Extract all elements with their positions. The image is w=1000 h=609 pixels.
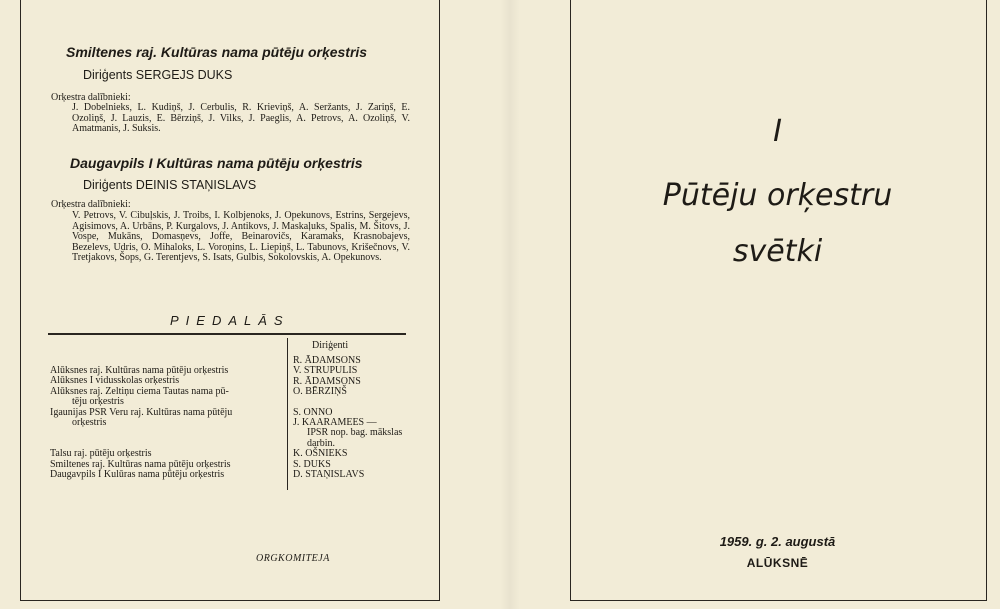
conductors-header: Diriģenti bbox=[312, 340, 349, 351]
orchestra2-title: Daugavpils I Kultūras nama pūtēju orķestris bbox=[70, 155, 363, 171]
participant-item: Daugavpils I Kulūras nama pūtēju orķestris bbox=[50, 469, 225, 481]
participants-list bbox=[50, 366, 232, 481]
left-page-frame bbox=[20, 0, 440, 601]
participant-item: tēju orķestris bbox=[72, 396, 124, 408]
conductor-item: D. STAŅISLAVS bbox=[293, 469, 365, 481]
conductor-item: S. ONNO bbox=[293, 406, 333, 418]
orchestra2-conductor: Diriģents DEINIS STAŅISLAVS bbox=[83, 178, 257, 192]
piedalas-title: PIEDALĀS bbox=[170, 313, 290, 328]
conductor-item: K. OŠNIEKS bbox=[293, 448, 348, 460]
conductor-item: R. ĀDAMSONS bbox=[293, 355, 361, 366]
conductor-item: J. KAARAMEES — bbox=[293, 417, 377, 429]
participant-item: Talsu raj. pūtēju orķestris bbox=[50, 448, 152, 460]
cover-title-line1: Pūtēju orķestru bbox=[662, 178, 893, 213]
conductor-item: IPSR nop. bag. mākslas bbox=[307, 427, 403, 439]
participant-item: Smiltenes raj. Kultūras nama pūtēju orķestris bbox=[50, 458, 231, 470]
participant-item: orķestris bbox=[72, 417, 107, 429]
participant-item: Igaunijas PSR Veru raj. Kultūras nama pūtēju bbox=[50, 406, 233, 418]
orchestra1-conductor: Diriģents SERGEJS DUKS bbox=[83, 68, 233, 82]
orchestra1-members-label: Orķestra dalībnieki: bbox=[51, 92, 131, 103]
conductor-item: darbin. bbox=[307, 437, 336, 449]
conductor-item: S. DUKS bbox=[293, 458, 331, 470]
conductor-item: V. STRUPULIS bbox=[293, 365, 358, 377]
conductor-item: R. ĀDAMSONS bbox=[293, 375, 361, 387]
orchestra2-members: V. Petrovs, V. Cibuļskis, J. Troibs, I. Kolbjenoks, J. Opekunovs, Estrins, Sergejevs, Agisimovs, A. Urbāns, P. Kurgalovs, J. Antikovs, J. Maskaļuks, Spalis, M. Šitovs, J. Vospe, Mukāns, Domasņevs, Joffe, Beinarovičs, Karamaks, Krasnobajevs, Bezelevs, Udris, O. Mihaloks, L. Voroņins, L. Liepiņš, L. Tabunovs, Krišečnovs, V. Tretjakovs, Šops, G. Terentjevs, S. Isats, Gulbis, Sokolovskis, A. Opekunovs. bbox=[72, 210, 410, 264]
participant-item: Alūksnes I vidusskolas orķestris bbox=[50, 375, 180, 387]
orchestra2-members-label: Orķestra dalībnieki: bbox=[51, 199, 131, 210]
orchestra1-members: J. Dobelnieks, L. Kudiņš, J. Cerbulis, R. Krieviņš, A. Seržants, J. Zariņš, E. Ozoliņš, J. Lauzis, E. Bērziņš, J. Vilks, J. Paeglis, A. Petrovs, A. Ozoliņš, V. Amatmanis, J. Suksis. bbox=[72, 102, 410, 135]
participant-item: Alūksnes raj. Zeltiņu ciema Tautas nama pū- bbox=[50, 385, 229, 397]
cover-roman-numeral: I bbox=[773, 114, 782, 149]
orgkomiteja-footer: ORGKOMITEJA bbox=[256, 553, 330, 564]
cover-place: ALŪKSNĒ bbox=[746, 556, 809, 570]
piedalas-rule bbox=[48, 333, 406, 335]
participant-item: Alūksnes raj. Kultūras nama pūtēju orķestris bbox=[50, 365, 229, 376]
right-page-frame bbox=[570, 0, 987, 601]
conductor-item: O. BĒRZIŅŠ bbox=[293, 386, 347, 398]
conductors-list bbox=[293, 356, 402, 480]
orchestra1-title: Smiltenes raj. Kultūras nama pūtēju orķestris bbox=[66, 44, 368, 60]
cover-title-line2: svētki bbox=[732, 234, 823, 269]
cover-date: 1959. g. 2. augustā bbox=[719, 534, 836, 549]
column-divider bbox=[287, 338, 288, 490]
fold-shadow bbox=[500, 0, 520, 609]
